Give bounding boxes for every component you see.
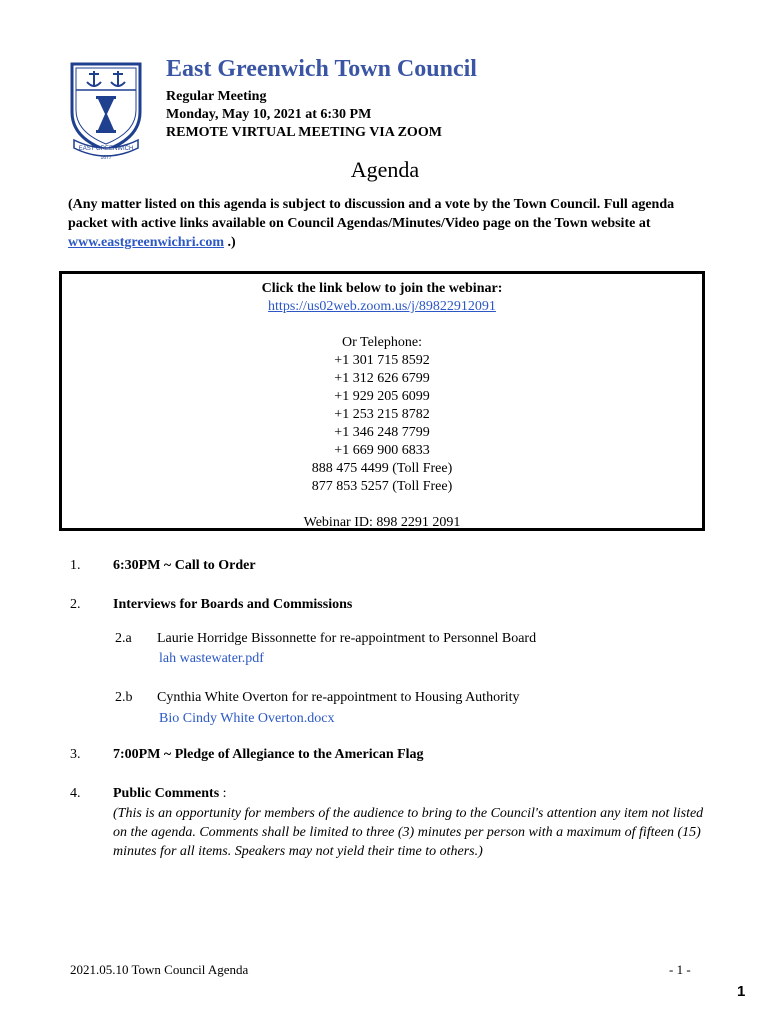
public-comments-description: (This is an opportunity for members of the audience to bring to the Council's attention any item not listed on the agenda. Comments shall be limited to three (3) minutes per person with a maximum of fifteen (15) minutes for all items. Speakers may not yield their time to others.) — [113, 806, 704, 859]
phone-number-toll-free: 877 853 5257 (Toll Free) — [311, 479, 453, 494]
webinar-intro: Click the link below to join the webinar: — [261, 281, 503, 296]
footer-page-marker: - 1 - — [669, 962, 691, 977]
page-number: 1 — [737, 983, 746, 1000]
item-title-line — [113, 786, 227, 802]
phone-label: Or Telephone: — [341, 335, 422, 350]
webinar-link[interactable]: https://us02web.zoom.us/j/89822912091 — [268, 299, 496, 314]
phone-number: +1 301 715 8592 — [334, 353, 430, 368]
item-title-suffix: : — [219, 786, 227, 801]
seal-banner-text: EAST GREENWICH — [78, 146, 134, 152]
phone-number: +1 312 626 6799 — [334, 371, 430, 386]
phone-number: +1 669 900 6833 — [334, 443, 430, 458]
phone-number: +1 346 248 7799 — [334, 425, 430, 440]
item-title: 6:30PM ~ Call to Order — [113, 558, 256, 573]
sub-item-text: Laurie Horridge Bissonnette for re-appointment to Personnel Board — [157, 631, 537, 646]
sub-item-number: 2.a — [115, 631, 132, 646]
webinar-id: Webinar ID: 898 2291 2091 — [303, 515, 461, 530]
item-number: 2. — [70, 597, 81, 612]
seal-year: 1677 — [100, 155, 112, 160]
sub-item-number: 2.b — [115, 690, 133, 705]
meeting-location: REMOTE VIRTUAL MEETING VIA ZOOM — [166, 125, 442, 140]
agenda-heading: Agenda — [350, 157, 420, 182]
meeting-date-time: Monday, May 10, 2021 at 6:30 PM — [166, 107, 372, 122]
item-title: Interviews for Boards and Commissions — [113, 597, 353, 612]
footer-doc-name: 2021.05.10 Town Council Agenda — [70, 962, 249, 977]
sub-item-text: Cynthia White Overton for re-appointment to Housing Authority — [157, 690, 520, 705]
town-website-link[interactable]: www.eastgreenwichri.com — [68, 235, 225, 250]
attachment-link[interactable]: lah wastewater.pdf — [159, 651, 264, 666]
item-title: 7:00PM ~ Pledge of Allegiance to the American Flag — [113, 747, 424, 762]
phone-number-toll-free: 888 475 4499 (Toll Free) — [311, 461, 453, 476]
webinar-box — [59, 271, 705, 531]
phone-number: +1 929 205 6099 — [334, 389, 430, 404]
phone-number: +1 253 215 8782 — [334, 407, 430, 422]
item-number: 3. — [70, 747, 81, 762]
attachment-link[interactable]: Bio Cindy White Overton.docx — [159, 711, 335, 726]
item-number: 1. — [70, 558, 81, 573]
item-number: 4. — [70, 786, 81, 801]
notice-text: (Any matter listed on this agenda is subject to discussion and a vote by the Town Council. Full agenda packet with active links available on Council Agendas/Minutes/Video page on the Town website at — [68, 197, 675, 231]
notice-text-end: .) — [224, 235, 236, 250]
item-title: Public Comments — [113, 786, 220, 801]
meeting-type: Regular Meeting — [166, 89, 267, 104]
org-title: East Greenwich Town Council — [166, 56, 477, 82]
agenda-notice — [68, 195, 708, 252]
town-seal-logo — [68, 60, 144, 160]
